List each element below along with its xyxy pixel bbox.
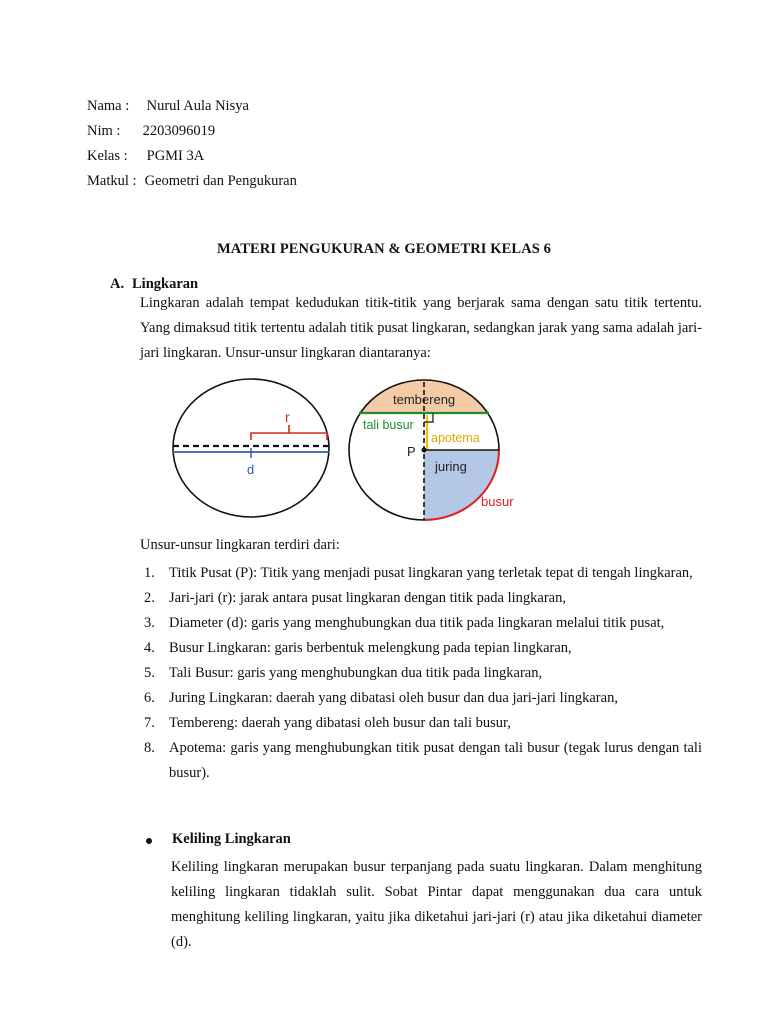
left-circle-d-label: d [247,462,255,477]
kelas-value: PGMI 3A [146,148,205,164]
list-item [140,586,702,611]
list-item-text: Apotema: garis yang menghubungkan titik pusat dengan tali busur (tegak lurus dengan tali busur). [169,740,702,781]
list-item-number: 6. [144,690,155,706]
list-item-number: 1. [144,565,155,581]
list-item-number: 7. [144,715,155,731]
list-item [140,561,702,586]
tali-busur-label: tali busur [363,418,414,432]
nama-label: Nama : [87,98,130,114]
busur-label: busur [481,494,514,509]
circle-diagram [165,378,514,524]
list-item-text: Tali Busur: garis yang menghubungkan dua titik pada lingkaran, [169,665,543,681]
list-item-text: Tembereng: daerah yang dibatasi oleh busur dan tali busur, [169,715,511,731]
keliling-heading-text: Keliling Lingkaran [172,831,291,847]
elements-intro: Unsur-unsur lingkaran terdiri dari: [140,537,340,553]
list-item-text: Titik Pusat (P): Titik yang menjadi pusat lingkaran yang terletak tepat di tengah lingkaran, [169,565,693,581]
list-item-number: 2. [144,590,155,606]
list-item-text: Busur Lingkaran: garis berbentuk melengkung pada tepian lingkaran, [169,640,572,656]
juring-label: juring [435,459,467,474]
left-circle-figure [173,379,329,517]
list-item [140,611,702,636]
list-item-text: Jari-jari (r): jarak antara pusat lingkaran dengan titik pada lingkaran, [169,590,566,606]
identity-kelas [87,147,204,165]
document-title: MATERI PENGUKURAN & GEOMETRI KELAS 6 [216,241,552,257]
identity-nama [87,97,249,115]
keliling-paragraph: Keliling lingkaran merupakan busur terpanjang pada suatu lingkaran. Dalam menghitung keliling lingkaran tidaklah sulit. Sobat Pintar dapat menggunakan dua cara untuk menghitung keliling lingkaran, yaitu jika diketahui jari-jari (r) atau jika diketahui diameter (d). [171,859,702,950]
list-item-number: 5. [144,665,155,681]
list-item-text: Juring Lingkaran: daerah yang dibatasi oleh busur dan dua jari-jari lingkaran, [169,690,618,706]
list-item [140,661,702,686]
list-item-text: Diameter (d): garis yang menghubungkan dua titik pada lingkaran melalui titik pusat, [169,615,665,631]
list-item [140,636,702,661]
list-item [140,711,702,736]
identity-matkul [87,172,297,190]
center-point [422,448,427,453]
center-p-label: P [407,444,416,459]
nim-label: Nim : [87,123,121,139]
nim-value: 2203096019 [142,123,216,139]
section-number: A. [110,276,125,292]
right-circle-figure [349,380,514,520]
identity-nim [87,122,215,140]
section-paragraph: Lingkaran adalah tempat kedudukan titik-titik yang berjarak sama dengan satu titik tertentu. Yang dimaksud titik tertentu adalah titik pusat lingkaran, sedangkan jarak yang sama adalah jari-jari lingkaran. Unsur-unsur lingkaran diantaranya: [140,295,702,361]
kelas-label: Kelas : [87,148,128,164]
keliling-heading [146,831,291,848]
tembereng-label: tembereng [393,392,456,407]
list-item-number: 3. [144,615,155,631]
list-item-number: 8. [144,740,155,756]
matkul-label: Matkul : [87,173,137,189]
right-angle-mark [424,413,433,422]
matkul-value: Geometri dan Pengukuran [144,173,297,189]
list-item-number: 4. [144,640,155,656]
list-item [140,686,702,711]
nama-value: Nurul Aula Nisya [146,98,249,114]
section-title: Lingkaran [132,276,199,292]
left-circle-r-label: r [285,409,290,425]
elements-list [140,561,702,786]
left-circle-radius-bracket [251,425,327,440]
list-item [140,736,702,786]
apotema-label: apotema [431,431,480,445]
